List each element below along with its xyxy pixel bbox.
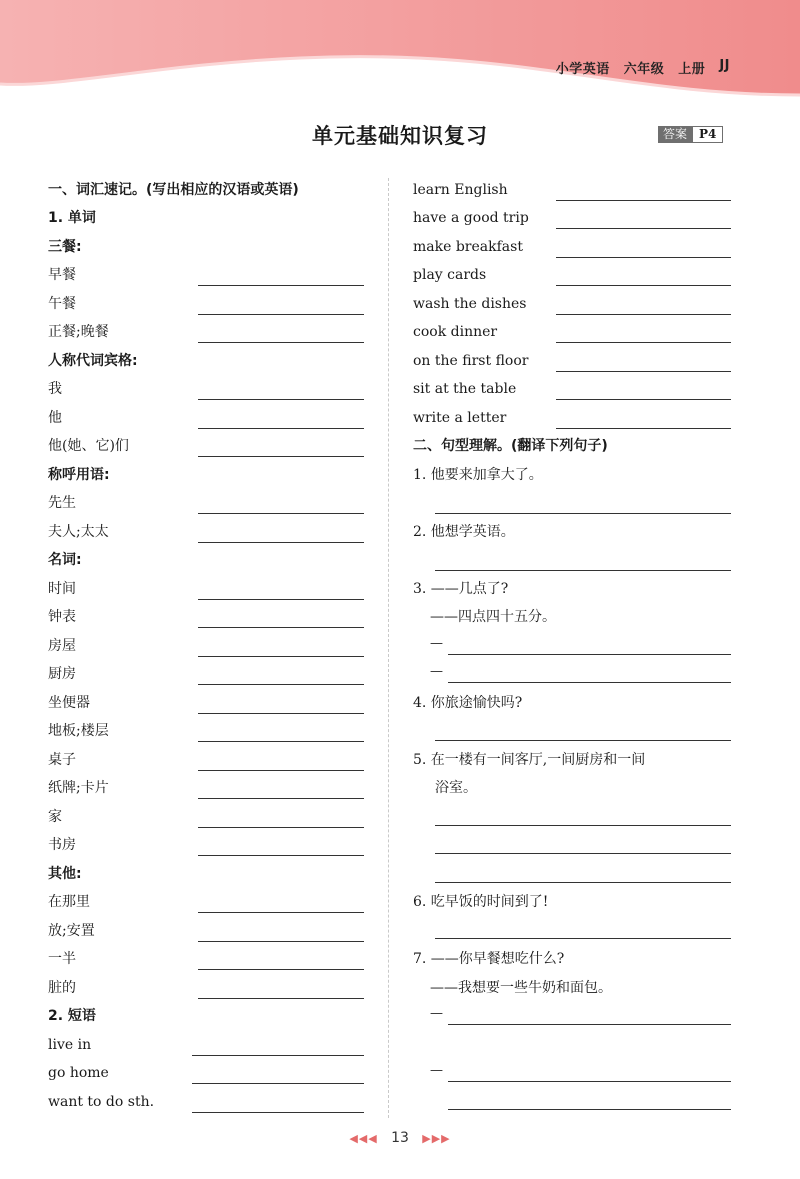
header-banner bbox=[0, 0, 800, 100]
answer-line[interactable] bbox=[198, 741, 364, 742]
column-divider bbox=[388, 178, 389, 1118]
vocab-item: 钟表 bbox=[48, 603, 366, 631]
edition: JJ bbox=[719, 58, 730, 73]
answer-line[interactable] bbox=[198, 684, 364, 685]
next-arrows-icon: ▶▶▶ bbox=[422, 1132, 451, 1145]
vocab-item: 午餐 bbox=[48, 290, 366, 318]
vocab-item: 早餐 bbox=[48, 261, 366, 289]
answer-line[interactable] bbox=[448, 1081, 731, 1082]
answer-line[interactable] bbox=[556, 228, 731, 229]
answer-line[interactable] bbox=[198, 627, 364, 628]
answer-line[interactable] bbox=[198, 998, 364, 999]
vocab-item: 纸牌;卡片 bbox=[48, 774, 366, 802]
grade: 六年级 bbox=[623, 62, 665, 77]
phrase-item: have a good trip bbox=[413, 204, 731, 232]
answer-line[interactable] bbox=[198, 827, 364, 828]
vocab-item: 他(她、它)们 bbox=[48, 432, 366, 460]
page-number: 13 bbox=[391, 1130, 409, 1146]
answer-line[interactable] bbox=[198, 342, 364, 343]
answer-line[interactable] bbox=[198, 285, 364, 286]
answer-line[interactable] bbox=[198, 542, 364, 543]
vocab-item: 正餐;晚餐 bbox=[48, 318, 366, 346]
dialogue-dash: — bbox=[430, 1006, 443, 1021]
answer-line[interactable] bbox=[448, 1024, 731, 1025]
phrase-item: sit at the table bbox=[413, 375, 731, 403]
answer-line[interactable] bbox=[198, 798, 364, 799]
vocab-item: 夫人;太太 bbox=[48, 518, 366, 546]
phrase-item: play cards bbox=[413, 261, 731, 289]
page-title: 单元基础知识复习 bbox=[312, 124, 488, 148]
answer-line[interactable] bbox=[192, 1112, 364, 1113]
vocab-item: 我 bbox=[48, 375, 366, 403]
answer-line[interactable] bbox=[556, 428, 731, 429]
vocab-item: 厨房 bbox=[48, 660, 366, 688]
phrase-item: go home bbox=[48, 1059, 366, 1087]
vocab-item: 桌子 bbox=[48, 746, 366, 774]
answer-line[interactable] bbox=[198, 713, 364, 714]
phrase-item: want to do sth. bbox=[48, 1088, 366, 1116]
answer-line[interactable] bbox=[198, 456, 364, 457]
phrase-item: wash the dishes bbox=[413, 290, 731, 318]
answer-line[interactable] bbox=[435, 740, 731, 741]
answer-line[interactable] bbox=[556, 314, 731, 315]
answer-line[interactable] bbox=[556, 200, 731, 201]
answer-line[interactable] bbox=[448, 682, 731, 683]
dialogue-dash: — bbox=[430, 636, 443, 651]
dialogue-dash: — bbox=[430, 664, 443, 679]
phrase-item: on the first floor bbox=[413, 347, 731, 375]
phrase-item: learn English bbox=[413, 176, 731, 204]
header-meta bbox=[556, 58, 730, 77]
vocab-item: 放;安置 bbox=[48, 917, 366, 945]
vocab-item: 脏的 bbox=[48, 974, 366, 1002]
answer-tag[interactable] bbox=[658, 126, 723, 143]
vocab-item: 先生 bbox=[48, 489, 366, 517]
answer-line[interactable] bbox=[435, 938, 731, 939]
answer-line[interactable] bbox=[435, 570, 731, 571]
answer-line[interactable] bbox=[448, 654, 731, 655]
vocab-item: 书房 bbox=[48, 831, 366, 859]
phrase-item: write a letter bbox=[413, 404, 731, 432]
answer-line[interactable] bbox=[198, 599, 364, 600]
answer-line[interactable] bbox=[556, 399, 731, 400]
vocab-item: 地板;楼层 bbox=[48, 717, 366, 745]
answer-line[interactable] bbox=[556, 371, 731, 372]
volume: 上册 bbox=[678, 62, 706, 77]
answer-line[interactable] bbox=[198, 513, 364, 514]
vocab-item: 家 bbox=[48, 803, 366, 831]
phrase-item: make breakfast bbox=[413, 233, 731, 261]
answer-label: 答案 bbox=[658, 126, 692, 143]
answer-line[interactable] bbox=[556, 285, 731, 286]
answer-page: P4 bbox=[692, 126, 723, 143]
phrase-item: live in bbox=[48, 1031, 366, 1059]
vocab-item: 时间 bbox=[48, 575, 366, 603]
answer-line[interactable] bbox=[198, 428, 364, 429]
vocab-item: 在那里 bbox=[48, 888, 366, 916]
subject: 小学英语 bbox=[555, 62, 610, 77]
answer-line[interactable] bbox=[198, 314, 364, 315]
answer-line[interactable] bbox=[198, 770, 364, 771]
prev-arrows-icon: ◀◀◀ bbox=[349, 1132, 378, 1145]
vocab-item: 他 bbox=[48, 404, 366, 432]
answer-line[interactable] bbox=[556, 257, 731, 258]
answer-line[interactable] bbox=[448, 1109, 731, 1110]
answer-line[interactable] bbox=[198, 969, 364, 970]
answer-line[interactable] bbox=[435, 825, 731, 826]
answer-line[interactable] bbox=[198, 912, 364, 913]
answer-line[interactable] bbox=[435, 853, 731, 854]
answer-line[interactable] bbox=[198, 656, 364, 657]
answer-line[interactable] bbox=[198, 941, 364, 942]
answer-line[interactable] bbox=[192, 1055, 364, 1056]
answer-line[interactable] bbox=[435, 513, 731, 514]
answer-line[interactable] bbox=[435, 882, 731, 883]
page-footer bbox=[0, 1130, 800, 1146]
phrase-item: cook dinner bbox=[413, 318, 731, 346]
dialogue-dash: — bbox=[430, 1063, 443, 1078]
answer-line[interactable] bbox=[198, 399, 364, 400]
vocab-item: 一半 bbox=[48, 945, 366, 973]
vocab-item: 坐便器 bbox=[48, 689, 366, 717]
answer-line[interactable] bbox=[556, 342, 731, 343]
vocab-item: 房屋 bbox=[48, 632, 366, 660]
answer-line[interactable] bbox=[198, 855, 364, 856]
answer-line[interactable] bbox=[192, 1083, 364, 1084]
